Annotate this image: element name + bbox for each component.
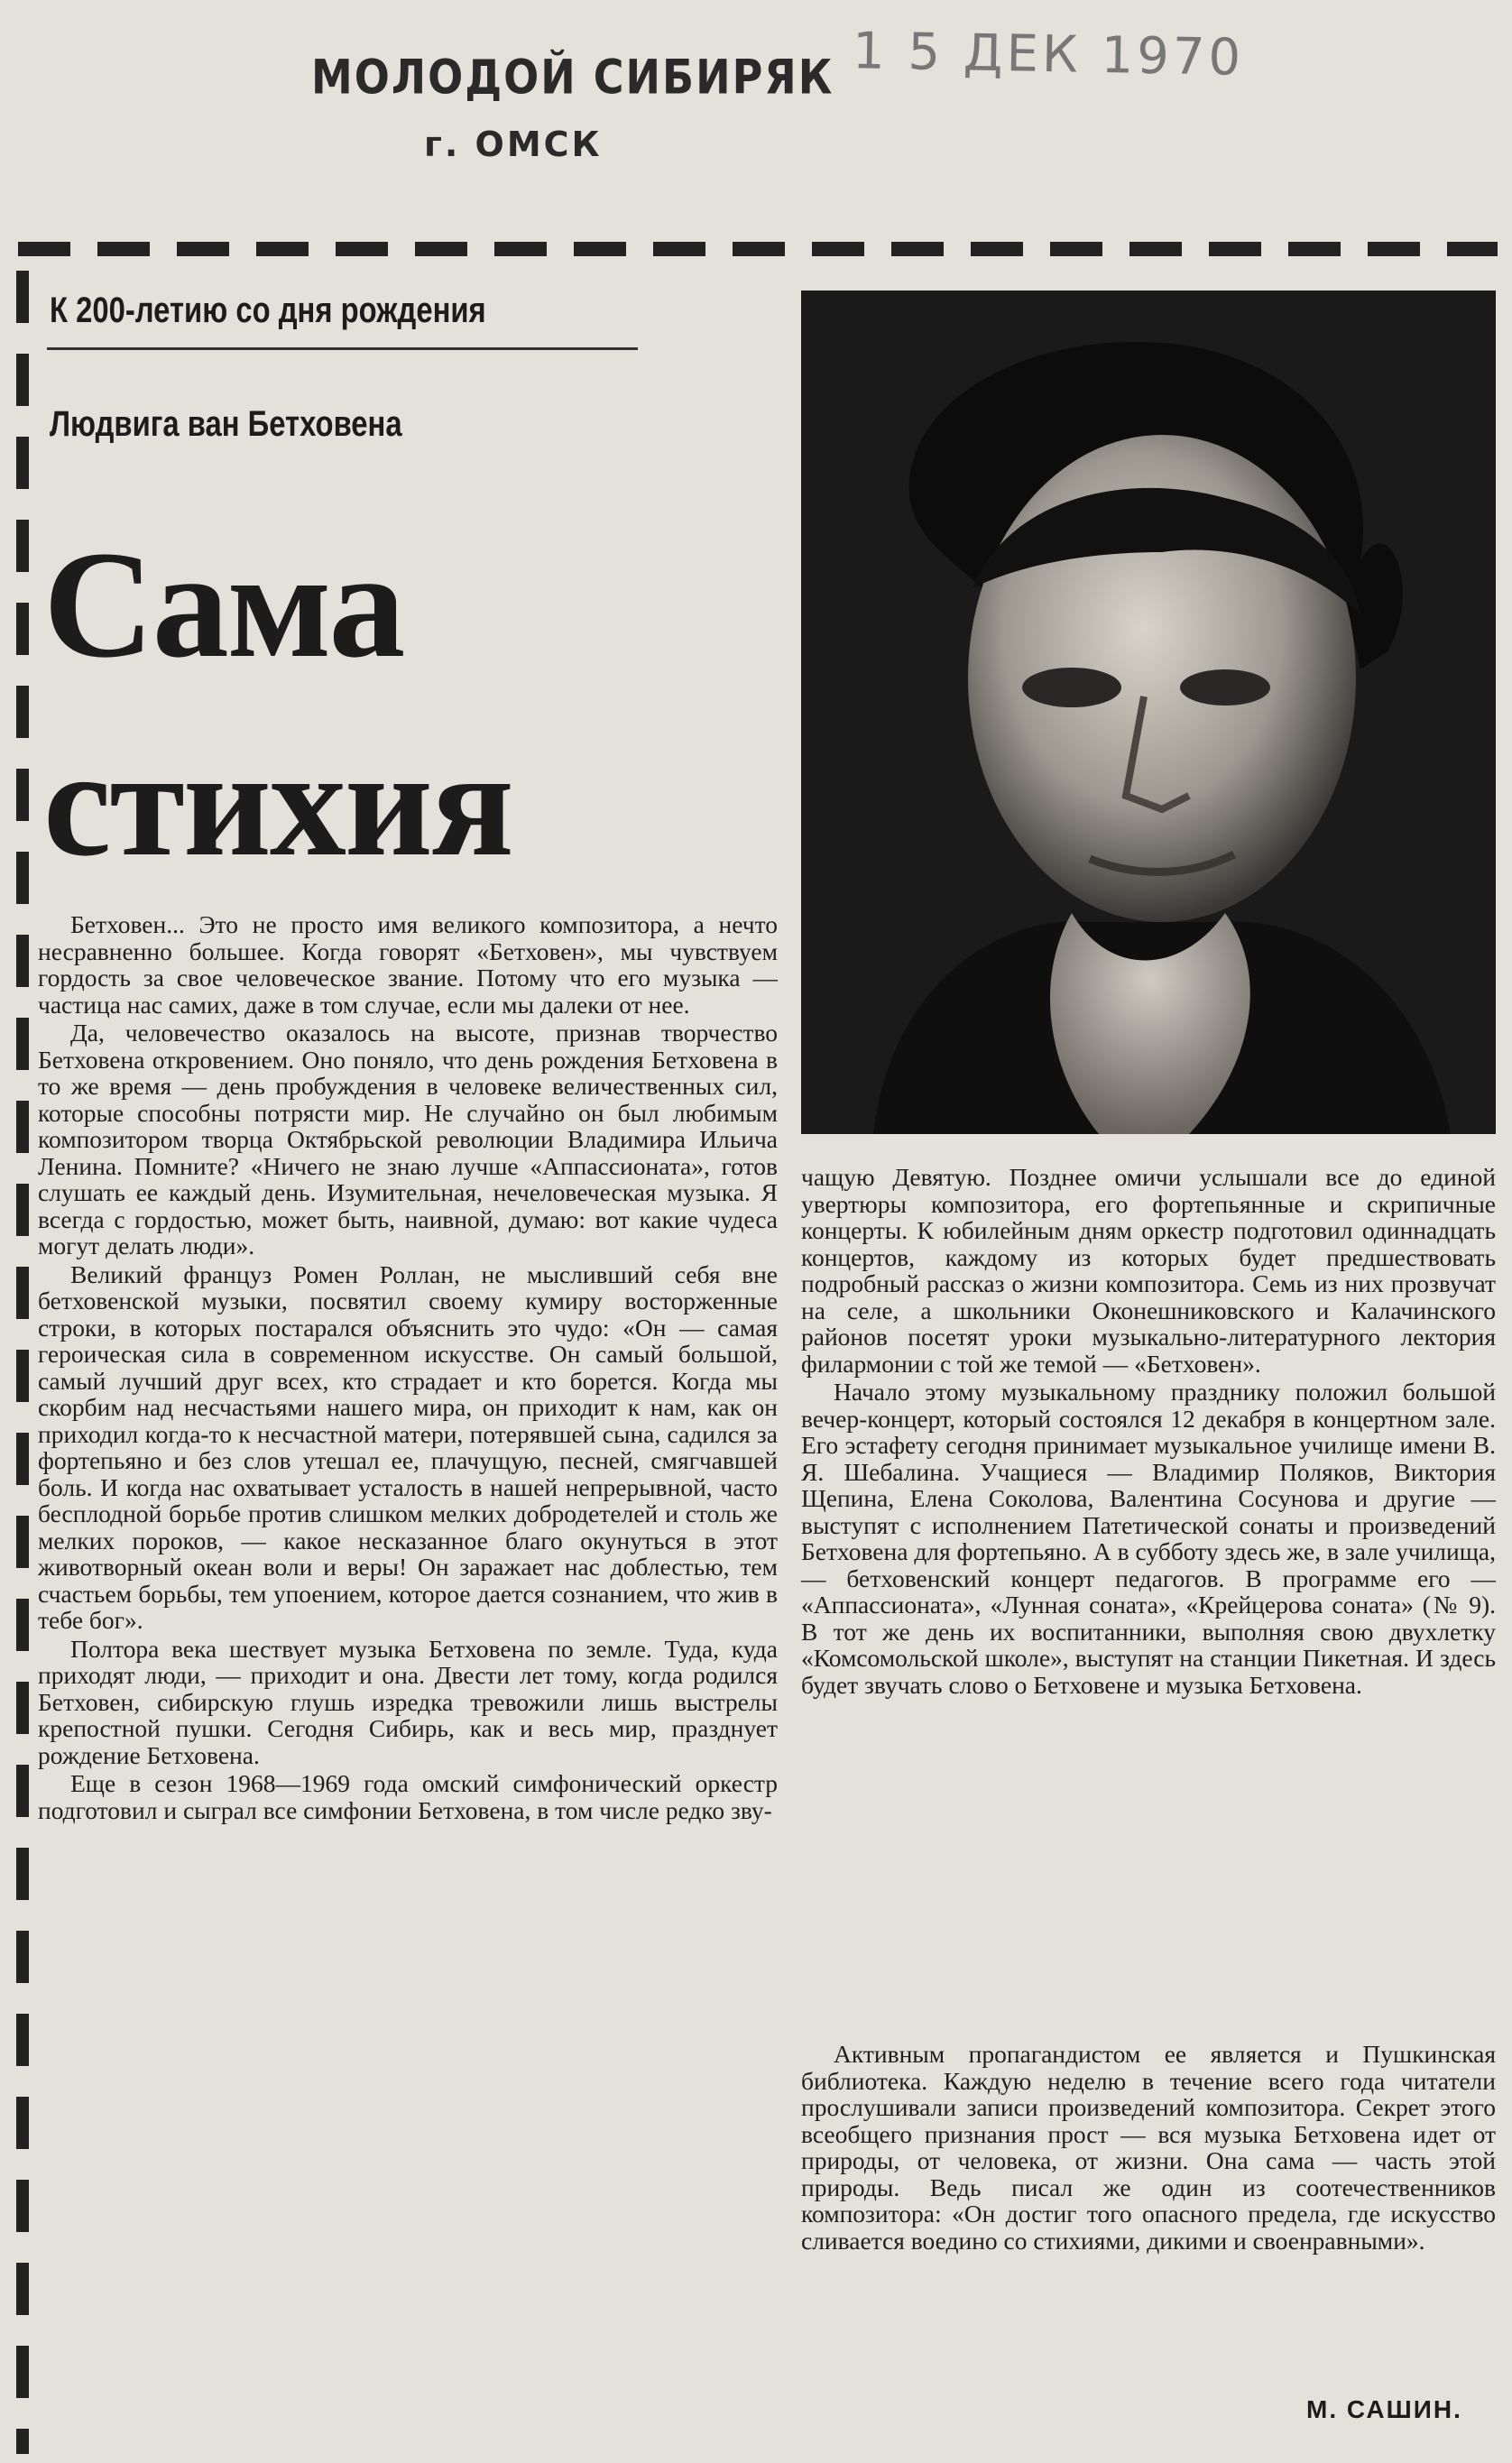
- article-paragraph: Активным пропагандистом ее является и Пушкинская библиотека. Каждую неделю в течение всего года читатели прослушивали записи произведений композитора. Секрет этого всеобщего признания прост — вся музыка Бетховена идет от природы, от человека, от жизни. Она сама — часть этой природы. Ведь писал же один из соотечественников композитора: «Он достиг того опасного предела, где искусство сливается воедино со стихиями, дикими и своенравными».: [801, 2040, 1496, 2255]
- article-column-left: [38, 911, 778, 1823]
- article-paragraph: Великий француз Ромен Роллан, не мысливший себя вне бетховенской музыки, посвятил своему кумиру восторженные строки, в которых постарался объяснить это чудо: «Он — самая героическая сила в современном искусстве. Он самый большой, самый лучший друг всех, кто страдает и кто борется. Когда мы скорбим над несчастьями нашего мира, он приходит к нам, как он приходил когда-то к несчастной матери, потерявшей сына, садился за фортепьяно и без слов утешал ее, плачущую, песней, смягчавшей боль. И когда нас охватывает усталость в нашей непрерывной, часто бесплодной борьбе против слишком мелких добродетелей и столь же мелких пороков, — какое несказанное благо окунуться в этот животворный океан воли и веры! Он заражает нас доблестью, тем счастьем борьбы, тем упоением, которое дается сознанием, что жив в тебе бог».: [38, 1259, 778, 1634]
- article-paragraph: Бетховен... Это не просто имя великого композитора, а нечто несравненно большее. Когда говорят «Бетховен», мы чувствуем гордость за свое человеческое звание. Потому что его музыка — частица нас самих, даже в том случае, если мы далеки от нее.: [38, 910, 778, 1019]
- article-paragraph: чащую Девятую. Позднее омичи услышали все до единой увертюры композитора, его фортепьянные и скрипичные концерты. К юбилейным дням оркестр подготовил одиннадцать концертов, каждому из которых будет предшествовать подробный рассказ о жизни композитора. Семь из них прозвучат на селе, а школьники Оконешниковского и Калачинского районов посетят уроки музыкально-литературного лектория филармонии с той же темой — «Бетховен».: [801, 1163, 1496, 1378]
- headline-line-1: Сама: [43, 520, 404, 689]
- article-paragraph: Еще в сезон 1968—1969 года омский симфонический оркестр подготовил и сыграл все симфонии Бетховена, в том числе редко зву-: [38, 1769, 778, 1824]
- kicker-line-1: К 200-летию со дня рождения: [50, 291, 486, 330]
- headline-line-2: стихия: [43, 718, 512, 888]
- article-paragraph: Полтора века шествует музыка Бетховена по земле. Туда, куда приходят люди, — приходит и она. Двести лет тому, когда родился Бетховен, сибирскую глушь изредка тревожили лишь выстрелы крепостной пушки. Сегодня Сибирь, как и весь мир, празднует рождение Бетховена.: [38, 1634, 778, 1769]
- newspaper-name-stamp: МОЛОДОЙ СИБИРЯК: [311, 48, 834, 106]
- article-paragraph: Начало этому музыкальному празднику положил большой вечер-концерт, который состоялся 12 декабря в концертном зале. Его эстафету сегодня принимает музыкальное училище имени В. Я. Шебалина. Учащиеся — Владимир Поляков, Виктория Щепина, Елена Соколова, Валентина Сосунова и другие — выступят с исполнением Патетической сонаты и произведений Бетховена для фортепьяно. А в субботу здесь же, в зале училища, — бетховенский концерт педагогов. В программе его — «Аппассионата», «Лунная соната», «Крейцерова соната» (№ 9). В тот же день их воспитанники, выполняя свою двухлетку «Комсомольской школе», выступят на станции Пикетная. И здесь будет звучать слово о Бетховене и музыка Бетховена.: [801, 1378, 1496, 1699]
- dashed-border-left: [16, 271, 29, 2454]
- dashed-border-top: [18, 242, 1498, 256]
- portrait-illustration: [801, 291, 1496, 1134]
- beethoven-portrait-image: [801, 291, 1496, 1134]
- kicker-line-2: Людвига ван Бетховена: [50, 404, 402, 444]
- kicker-rule: [47, 347, 638, 350]
- date-stamp: 1 5 ДЕК 1970: [852, 22, 1245, 88]
- article-paragraph: Да, человечество оказалось на высоте, признав творчество Бетховена откровением. Оно поняло, что день рождения Бетховена в то же время — день пробуждения в человеке величественных сил, которые способны потрясти мир. Не случайно он был любимым композитором творца Октябрьской революции Владимира Ильича Ленина. Помните? «Ничего не знаю лучше «Аппассионата», готов слушать ее каждый день. Изумительная, нечеловеческая музыка. Я всегда с гордостью, может быть, наивной, думаю: вот какие чудеса могут делать люди».: [38, 1019, 778, 1259]
- article-column-right-top: [801, 1164, 1496, 1698]
- author-signature: М. САШИН.: [1306, 2395, 1462, 2423]
- headline: [43, 505, 512, 902]
- city-stamp: г. ОМСК: [424, 125, 603, 164]
- article-column-right-bottom: [801, 2041, 1496, 2254]
